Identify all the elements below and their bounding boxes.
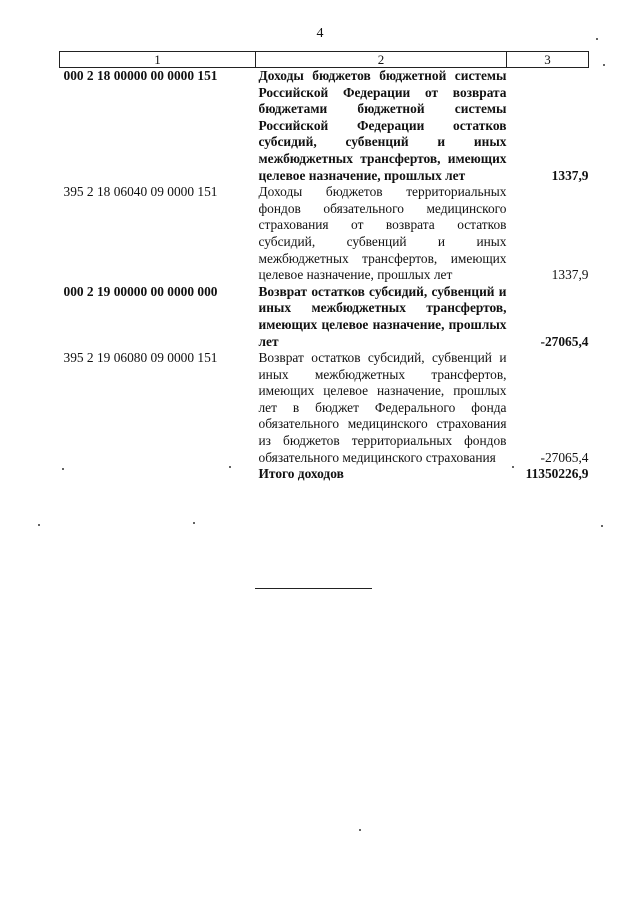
table-row xyxy=(60,68,589,185)
scan-speck xyxy=(601,525,603,527)
scan-speck xyxy=(229,466,231,468)
budget-code xyxy=(60,466,256,483)
scan-speck xyxy=(596,38,598,40)
revenue-name: Возврат остатков субсидий, субвенций и иных межбюджетных трансфертов, имеющих целевое назначение, прошлых лет в бюджет Федерального фонда обязательного медицинского страхования из бюджетов территориальных фондов обязательного медицинского страхования xyxy=(258,350,507,465)
amount: -27065,4 xyxy=(540,449,589,465)
budget-code: 000 2 19 00000 00 0000 000 xyxy=(63,283,218,299)
scan-speck xyxy=(193,522,195,524)
revenue-table xyxy=(59,51,589,483)
total-row xyxy=(60,466,589,483)
scan-speck xyxy=(38,524,40,526)
budget-code: 000 2 18 00000 00 0000 151 xyxy=(63,68,218,83)
closing-divider-line xyxy=(255,588,372,589)
total-amount: 11350226,9 xyxy=(525,466,589,482)
scan-speck xyxy=(512,466,514,468)
revenue-name: Доходы бюджетов территориальных фондов обязательного медицинского страхования от возврата остатков субсидий, субвенций и иных межбюджетных трансфертов, имеющих целевое назначение, прошлых лет xyxy=(258,184,507,283)
column-header-2: 2 xyxy=(256,52,507,68)
column-header-3: 3 xyxy=(507,52,589,68)
amount: -27065,4 xyxy=(540,333,589,349)
amount: 1337,9 xyxy=(551,267,589,283)
revenue-name: Возврат остатков субсидий, субвенций и иных межбюджетных трансфертов, имеющих целевое назначение, прошлых лет xyxy=(258,283,507,349)
budget-code: 395 2 18 06040 09 0000 151 xyxy=(63,184,218,200)
revenue-name: Доходы бюджетов бюджетной системы Российской Федерации от возврата бюджетами бюджетной системы Российской Федерации остатков субсидий, субвенций и иных межбюджетных трансфертов, имеющих целевое назначение, прошлых лет xyxy=(258,68,507,183)
table-row xyxy=(60,284,589,350)
scan-speck xyxy=(62,468,64,470)
scan-speck xyxy=(359,829,361,831)
table-header-row xyxy=(60,52,589,68)
table-row xyxy=(60,184,589,284)
page-number: 4 xyxy=(316,26,324,41)
scan-speck xyxy=(603,64,605,66)
table-row xyxy=(60,350,589,466)
total-label: Итого доходов xyxy=(258,466,344,482)
amount: 1337,9 xyxy=(551,167,589,183)
column-header-1: 1 xyxy=(60,52,256,68)
budget-code: 395 2 19 06080 09 0000 151 xyxy=(63,350,218,366)
